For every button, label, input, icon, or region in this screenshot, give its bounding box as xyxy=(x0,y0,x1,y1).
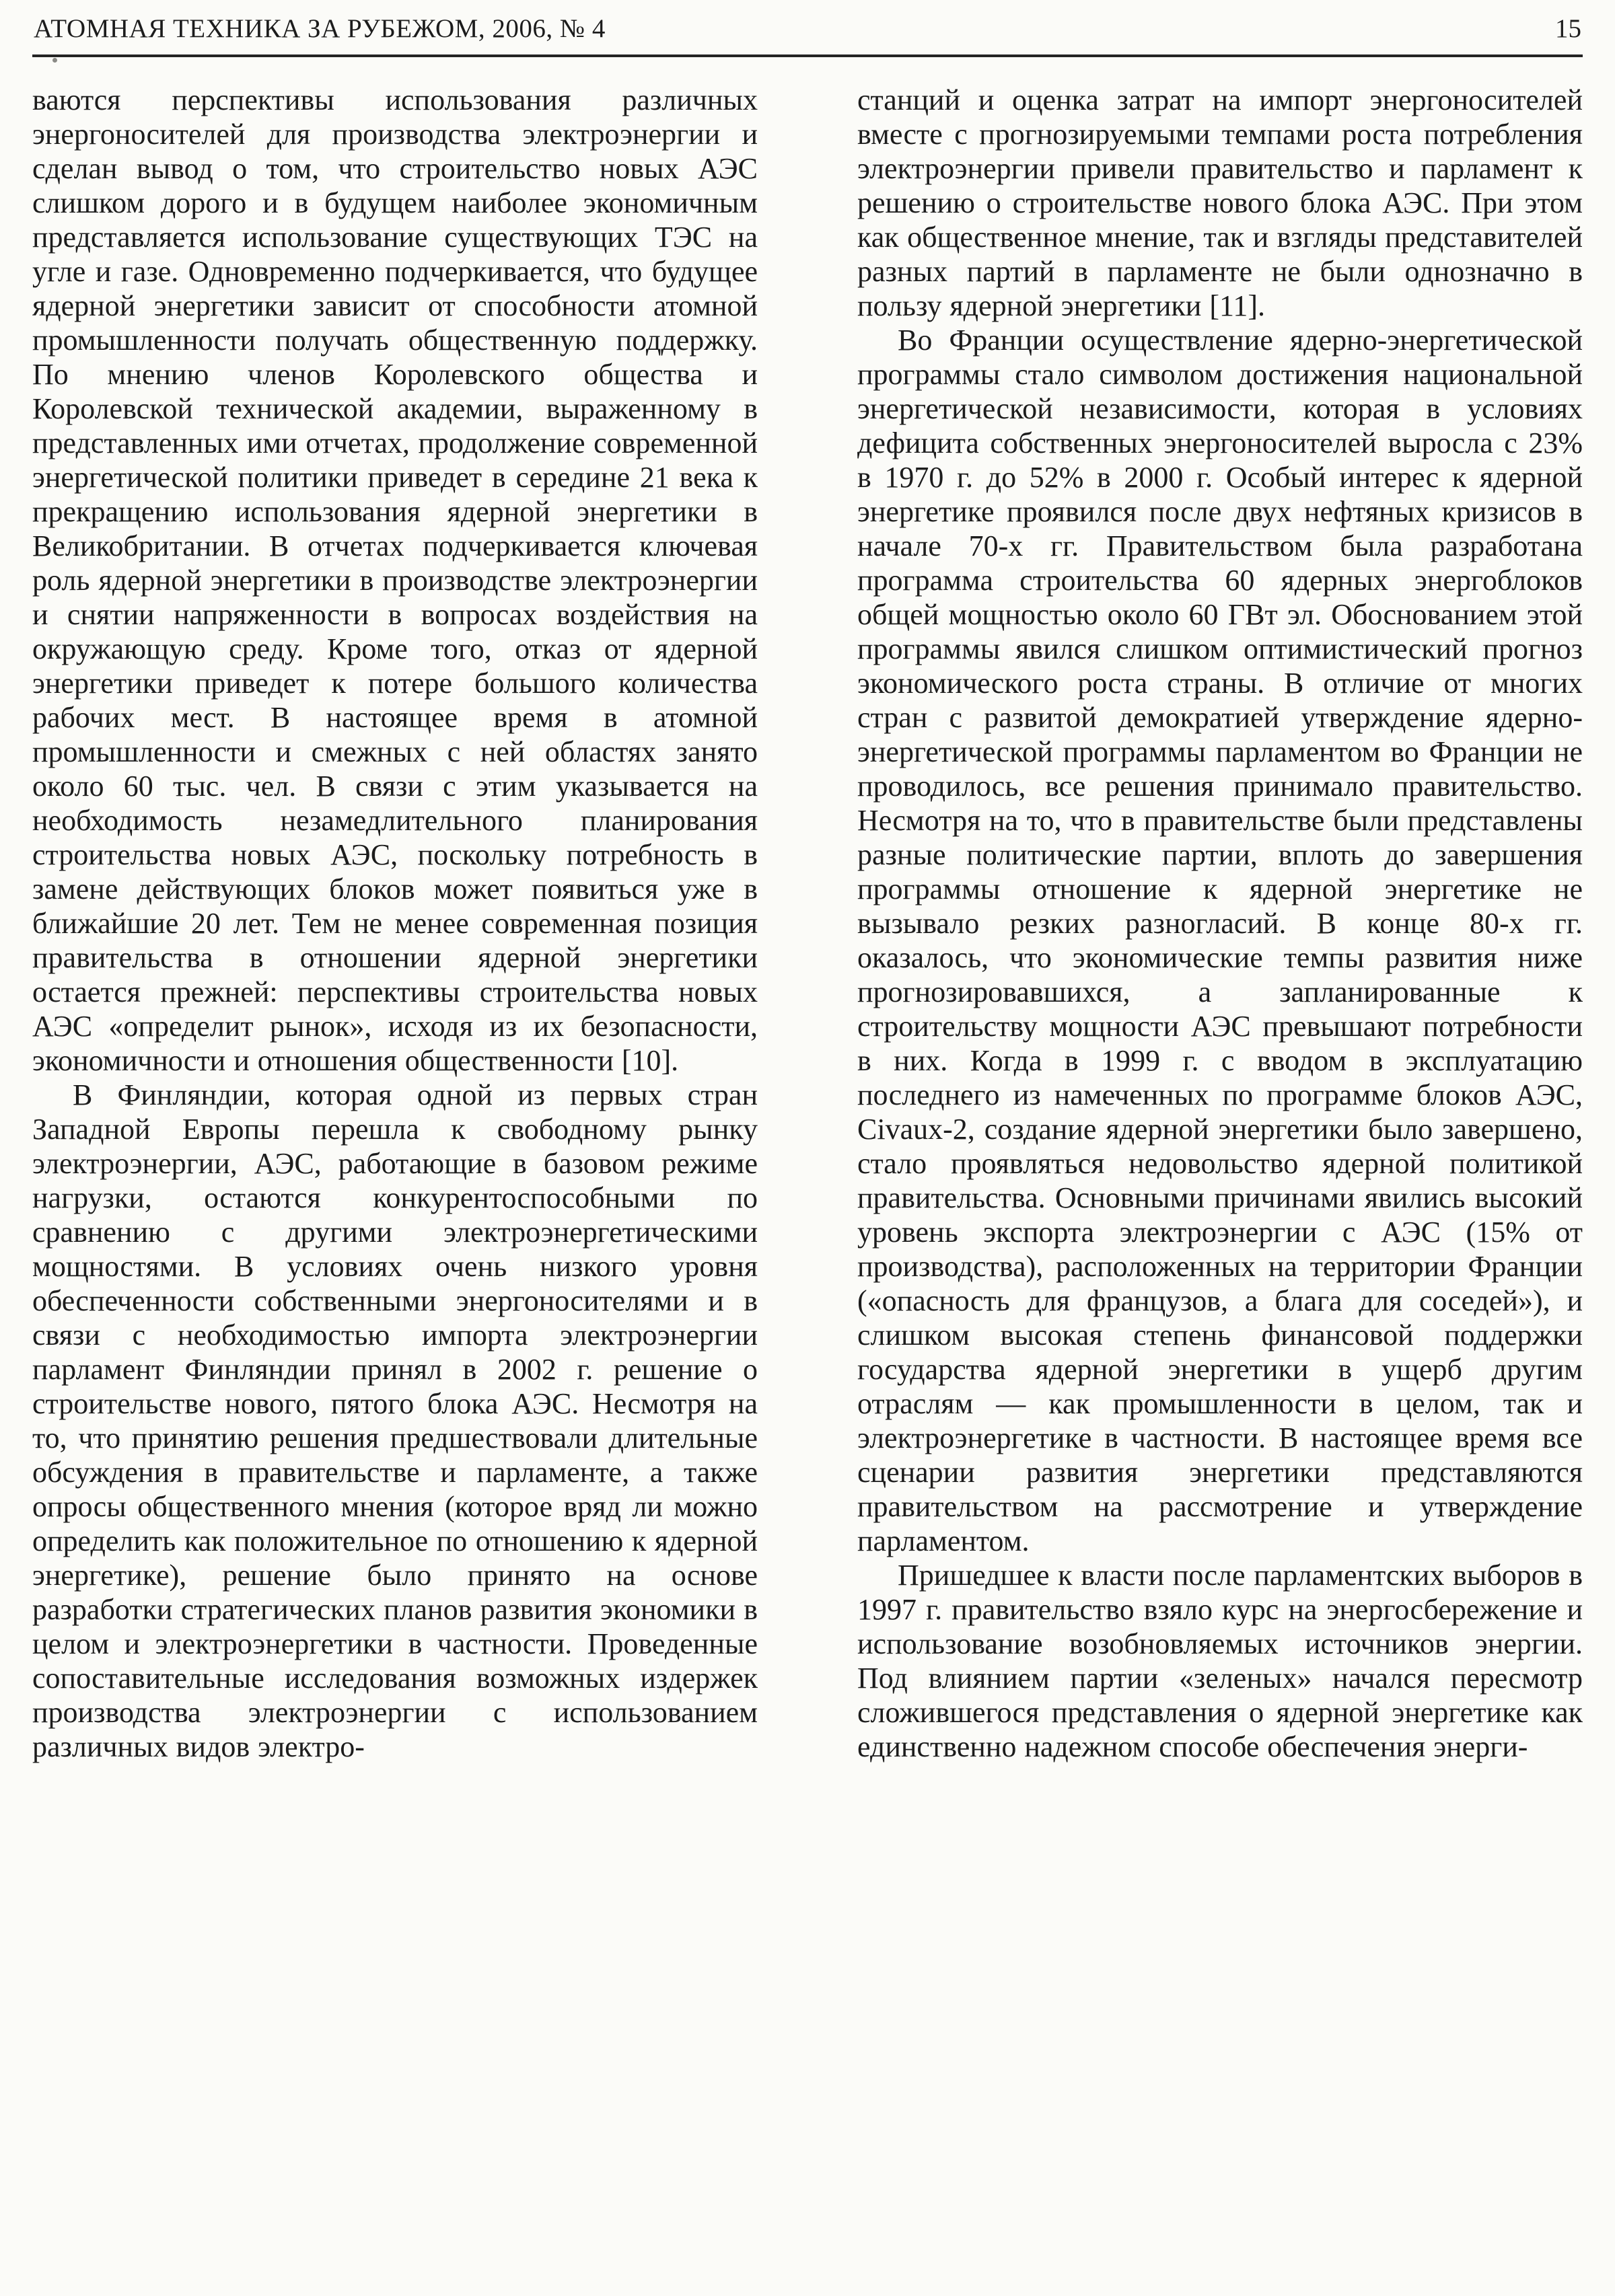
left-column xyxy=(32,83,758,1764)
paragraph: В Финляндии, которая одной из первых стран Западной Европы перешла к свободному рынку электроэнергии, АЭС, работающие в базовом режиме нагрузки, остаются конкурентоспособными по сравнению с другими электроэнергетическими мощностями. В условиях очень низкого уровня обеспеченности собственными энергоносителями и в связи с необходимостью импорта электроэнергии парламент Финляндии принял в 2002 г. решение о строительстве нового, пятого блока АЭС. Несмотря на то, что принятию решения предшествовали длительные обсуждения в правительстве и парламенте, а также опросы общественного мнения (которое вряд ли можно определить как положительное по отношению к ядерной энергетике), решение было принято на основе разработки стратегических планов развития экономики в целом и электроэнергетики в частности. Проведенные сопоставительные исследования возможных издержек производства электроэнергии с использованием различных видов электро- xyxy=(32,1078,758,1763)
two-column-body xyxy=(32,83,1583,1764)
paragraph: ваются перспективы использования различных энергоносителей для производства электроэнергии и сделан вывод о том, что строительство новых АЭС слишком дорого и в будущем наиболее экономичным представляется использование существующих ТЭС на угле и газе. Одновременно подчеркивается, что будущее ядерной энергетики зависит от способности атомной промышленности получать общественную поддержку. По мнению членов Королевского общества и Королевской технической академии, выраженному в представленных ими отчетах, продолжение современной энергетической политики приведет в середине 21 века к прекращению использования ядерной энергетики в Великобритании. В отчетах подчеркивается ключевая роль ядерной энергетики в производстве электроэнергии и снятии напряженности в вопросах воздействия на окружающую среду. Кроме того, отказ от ядерной энергетики приведет к потере большого количества рабочих мест. В настоящее время в атомной промышленности и смежных с ней областях занято около 60 тыс. чел. В связи с этим указывается на необходимость незамедлительного планирования строительства новых АЭС, поскольку потребность в замене действующих блоков может появиться уже в ближайшие 20 лет. Тем не менее современная позиция правительства в отношении ядерной энергетики остается прежней: перспективы строительства новых АЭС «определит рынок», исходя из их безопасности, экономичности и отношения общественности [10]. xyxy=(32,83,758,1077)
scan-speck xyxy=(52,58,57,63)
paragraph: станций и оценка затрат на импорт энергоносителей вместе с прогнозируемыми темпами роста потребления электроэнергии привели правительство и парламент к решению о строительстве нового блока АЭС. При этом как общественное мнение, так и взгляды представителей разных партий в парламенте не были однозначно в пользу ядерной энергетики [11]. xyxy=(857,83,1583,322)
right-column xyxy=(857,83,1583,1764)
page-header xyxy=(32,11,1583,57)
page-number: 15 xyxy=(1555,14,1581,43)
paragraph: Пришедшее к власти после парламентских выборов в 1997 г. правительство взяло курс на энергосбережение и использование возобновляемых источников энергии. Под влиянием партии «зеленых» начался пересмотр сложившегося представления о ядерной энергетике как единственно надежном способе обеспечения энерги- xyxy=(857,1558,1583,1763)
journal-title: АТОМНАЯ ТЕХНИКА ЗА РУБЕЖОМ, 2006, № 4 xyxy=(34,14,606,43)
paragraph: Во Франции осуществление ядерно-энергетической программы стало символом достижения национальной энергетической независимости, которая в условиях дефицита собственных энергоносителей выросла с 23% в 1970 г. до 52% в 2000 г. Особый интерес к ядерной энергетике проявился после двух нефтяных кризисов в начале 70-х гг. Правительством была разработана программа строительства 60 ядерных энергоблоков общей мощностью около 60 ГВт эл. Обоснованием этой программы явился слишком оптимистический прогноз экономического роста страны. В отличие от многих стран с развитой демократией утверждение ядерно-энергетической программы парламентом во Франции не проводилось, все решения принимало правительство. Несмотря на то, что в правительстве были представлены разные политические партии, вплоть до завершения программы отношение к ядерной энергетике не вызывало резких разногласий. В конце 80-х гг. оказалось, что экономические темпы развития ниже прогнозировавшихся, а запланированные к строительству мощности АЭС превышают потребности в них. Когда в 1999 г. с вводом в эксплуатацию последнего из намеченных по программе блоков АЭС, Civaux-2, создание ядерной энергетики было завершено, стало проявляться недовольство ядерной политикой правительства. Основными причинами явились высокий уровень экспорта электроэнергии с АЭС (15% от производства), расположенных на территории Франции («опасность для французов, а блага для соседей»), и слишком высокая степень финансовой поддержки государства ядерной энергетики в ущерб другим отраслям — как промышленности в целом, так и электроэнергетике в частности. В настоящее время все сценарии развития энергетики представляются правительством на рассмотрение и утверждение парламентом. xyxy=(857,323,1583,1557)
